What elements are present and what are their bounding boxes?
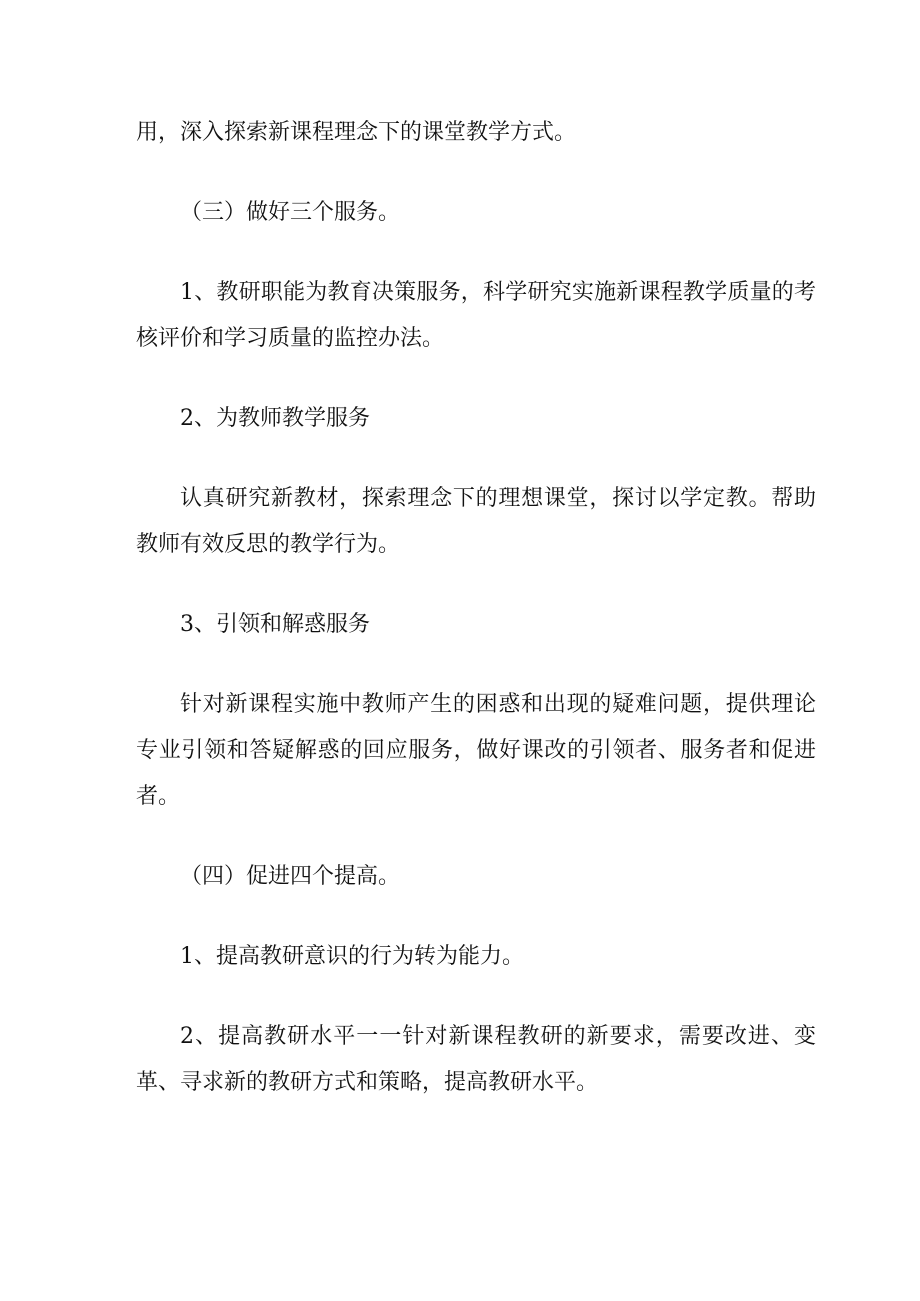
paragraph-service-2-body: 认真研究新教材，探索理念下的理想课堂，探讨以学定教。帮助教师有效反思的教学行为。 [136, 486, 816, 557]
section-heading-four-improvements: （四）促进四个提高。 [180, 864, 401, 889]
paragraph-service-2-heading: 2、为教师教学服务 [180, 406, 370, 431]
section-heading-three-services: （三）做好三个服务。 [180, 200, 401, 225]
paragraph-service-3-body: 针对新课程实施中教师产生的困惑和出现的疑难问题，提供理论专业引领和答疑解惑的回应服务，做好课改的引领者、服务者和促进者。 [136, 692, 816, 809]
paragraph-continuation: 用，深入探索新课程理念下的课堂教学方式。 [136, 120, 577, 145]
paragraph-improvement-1: 1、提高教研意识的行为转为能力。 [180, 944, 524, 969]
document-body [136, 110, 816, 1106]
paragraph-service-3-heading: 3、引领和解惑服务 [180, 612, 370, 637]
paragraph-improvement-2: 2、提高教研水平一一针对新课程教研的新要求，需要改进、变革、寻求新的教研方式和策略，提高教研水平。 [136, 1024, 816, 1095]
paragraph-service-1: 1、教研职能为教育决策服务，科学研究实施新课程教学质量的考核评价和学习质量的监控办法。 [136, 280, 816, 351]
